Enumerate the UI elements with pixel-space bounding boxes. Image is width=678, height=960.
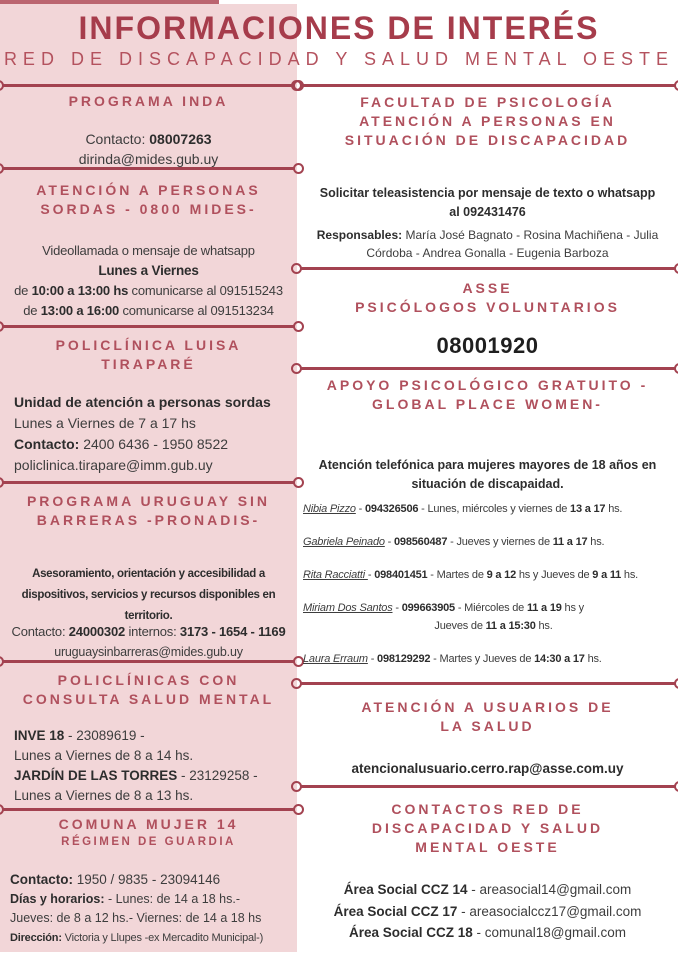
section-heading: ASSE: [462, 280, 513, 296]
divider: [0, 320, 304, 333]
ring-icon: [674, 80, 678, 91]
email-address: comunal18@gmail.com: [484, 925, 627, 940]
header: [0, 10, 678, 70]
contact-line: Contacto: 2400 6436 - 1950 8522: [14, 436, 229, 452]
schedule-line: de 10:00 a 13:00 hs comunicarse al 091515243: [14, 283, 283, 298]
page-subtitle: RED DE DISCAPACIDAD Y SALUD MENTAL OESTE: [3, 49, 675, 69]
section-heading: ATENCIÓN A PERSONAS EN: [359, 113, 616, 129]
helpline-contact-row: Laura Erraum - 098129292 - Martes y Jueves de 14:30 a 17 hs.: [303, 653, 602, 665]
divider: [291, 362, 678, 375]
section-heading: LA SALUD: [440, 718, 535, 734]
section-heading: CONTACTOS RED DE: [391, 801, 584, 817]
phone-number: 2400 6436 - 1950 8522: [83, 436, 229, 452]
phone-number: 08007263: [149, 131, 212, 147]
section-heading: APOYO PSICOLÓGICO GRATUITO -: [326, 377, 649, 393]
page-title: INFORMACIONES DE INTERÉS: [78, 10, 600, 46]
section-heading: SITUACIÓN DE DISCAPACIDAD: [344, 132, 631, 148]
ccz-contact-line: Área Social CCZ 18 - comunal18@gmail.com: [348, 925, 627, 940]
divider: [291, 780, 678, 793]
section-heading: ATENCIÓN A PERSONAS: [36, 182, 261, 198]
schedule-line: Lunes a Viernes de 7 a 17 hs: [14, 415, 196, 431]
section-comuna-body: [0, 870, 307, 948]
email-address: areasocialccz17@gmail.com: [469, 903, 642, 919]
ccz-contact-line: Área Social CCZ 14 - areasocial14@gmail.com: [343, 882, 632, 897]
email-line: dirinda@mides.gub.uy: [78, 151, 219, 167]
helpline-contact-row: Rita Racciatti - 098401451 - Martes de 9 a 12 hs y Jueves de 9 a 11 hs.: [303, 569, 639, 581]
section-pronadis-description: Asesoramiento, orientación y accesibilidad a dispositivos, servicios y recursos disponibles en territorio.: [21, 568, 276, 622]
section-global-place-intro: Atención telefónica para mujeres mayores de 18 años en situación de discapaidad.: [318, 458, 657, 491]
schedule-line: Días y horarios: - Lunes: de 14 a 18 hs.-: [10, 891, 240, 906]
section-heading: GLOBAL PLACE WOMEN-: [372, 396, 603, 412]
section-facultad-heading: [297, 93, 678, 150]
clinic-hours: Lunes a Viernes de 8 a 14 hs.: [14, 748, 194, 763]
phone-number: 08001920: [436, 333, 539, 358]
section-heading: CONSULTA SALUD MENTAL: [22, 691, 275, 707]
section-facultad-info: Solicitar teleasistencia por mensaje de texto o whatsapp al 092431476: [297, 184, 678, 222]
section-tirapare-body: [0, 392, 311, 476]
email-line: policlinica.tirapare@imm.gub.uy: [14, 457, 213, 473]
email-line: atencionalusuario.cerro.rap@asse.com.uy: [351, 761, 624, 776]
phone-number: al 092431476: [449, 205, 526, 219]
clinic-line: INVE 18 - 23089619 -: [14, 728, 145, 743]
ccz-contact-line: Área Social CCZ 17 - areasocialccz17@gmail.com: [333, 903, 642, 919]
section-facultad-responsables: Responsables: María José Bagnato - Rosina Machiñena - Julia Córdoba - Andrea Gonalla - Eugenia Barboza: [316, 228, 659, 260]
section-heading: PSICÓLOGOS VOLUNTARIOS: [355, 299, 620, 315]
section-contactos-red-heading: [297, 800, 678, 857]
section-heading: MENTAL OESTE: [415, 839, 560, 855]
helpline-contact-row: Miriam Dos Santos - 099663905 - Miércoles de 11 a 19 hs y Jueves de 11 a 15:30 hs.: [303, 602, 584, 632]
section-asse-heading: [297, 279, 678, 317]
section-heading: TIRAPARÉ: [101, 356, 196, 372]
section-heading: BARRERAS -PRONADIS-: [36, 512, 261, 528]
divider: [291, 262, 678, 275]
contact-line: Contacto: 08007263: [85, 131, 212, 147]
schedule-days: Lunes a Viernes: [98, 263, 199, 278]
divider: [291, 79, 678, 92]
section-atencion-sordas-heading: [0, 181, 297, 219]
section-pronadis-contact: [0, 622, 297, 662]
section-heading: POLICLÍNICA LUISA: [55, 337, 242, 353]
ring-icon: [674, 781, 678, 792]
section-pronadis-heading: [0, 492, 297, 530]
global-contacts-list: [297, 500, 678, 683]
helpline-contact-row: Nibia Pizzo - 094326506 - Lunes, miércoles y viernes de 13 a 17 hs.: [303, 503, 623, 515]
schedule-line: de 13:00 a 16:00 comunicarse al 091513234: [23, 303, 274, 318]
ring-icon: [674, 263, 678, 274]
schedule-line: Jueves: de 8 a 12 hs.- Viernes: de 14 a 18 hs: [10, 911, 262, 925]
section-heading: PROGRAMA INDA: [68, 93, 229, 109]
section-comuna-heading: [0, 815, 297, 851]
section-asse-phone: [297, 333, 678, 359]
section-atencion-sordas-body: [0, 241, 297, 321]
section-policlinicas-heading: [0, 671, 297, 709]
phone-number: 1950 / 9835 - 23094146: [76, 872, 221, 887]
email-line: uruguaysinbarreras@mides.gub.uy: [54, 645, 243, 659]
section-heading: PROGRAMA URUGUAY SIN: [26, 493, 271, 509]
section-global-place-heading: [297, 376, 678, 414]
section-heading: ATENCIÓN A USUARIOS DE: [361, 699, 614, 715]
clinic-hours: Lunes a Viernes de 8 a 13 hs.: [14, 788, 194, 803]
section-programa-inda-body: [0, 129, 297, 169]
section-heading: POLICLÍNICAS CON: [57, 672, 240, 688]
contact-line: Contacto: 1950 / 9835 - 23094146: [10, 872, 221, 887]
section-contactos-red-body: [297, 879, 678, 944]
divider: [0, 79, 304, 92]
info-line: Unidad de atención a personas sordas: [14, 394, 271, 410]
info-line: Videollamada o mensaje de whatsapp: [42, 243, 255, 258]
helpline-contact-row: Gabriela Peinado - 098560487 - Jueves y viernes de 11 a 17 hs.: [303, 536, 605, 548]
ring-icon: [674, 363, 678, 374]
section-atencion-usuarios-body: [297, 759, 678, 779]
section-programa-inda-heading: [0, 92, 297, 111]
section-subheading: RÉGIMEN DE GUARDIA: [61, 836, 236, 848]
divider: [0, 476, 304, 489]
section-tirapare-heading: [0, 336, 297, 374]
phone-number: 24000302: [68, 624, 126, 639]
section-policlinicas-body: [0, 726, 311, 806]
section-heading: SORDAS - 0800 MIDES-: [40, 201, 257, 217]
address-line: Dirección: Victoria y Llupes -ex Mercadito Municipal-): [10, 931, 264, 944]
ring-icon: [293, 321, 304, 332]
contact-line: Contacto: 24000302 internos: 3173 - 1654 - 1169: [11, 624, 286, 639]
section-heading: COMUNA MUJER 14: [58, 816, 239, 832]
section-heading: DISCAPACIDAD Y SALUD: [371, 820, 604, 836]
clinic-line: JARDÍN DE LAS TORRES - 23129258 -: [14, 768, 258, 783]
section-atencion-usuarios-heading: [297, 698, 678, 736]
section-heading: FACULTAD DE PSICOLOGÍA: [360, 94, 615, 110]
email-address: areasocial14@gmail.com: [479, 882, 632, 897]
